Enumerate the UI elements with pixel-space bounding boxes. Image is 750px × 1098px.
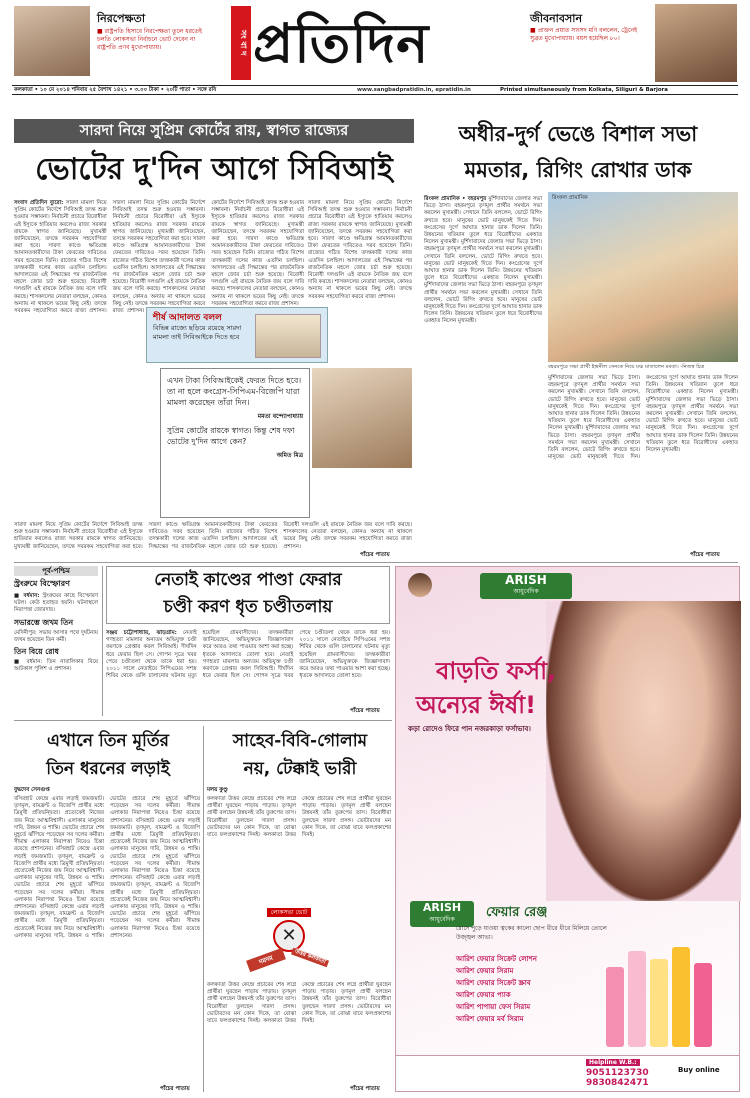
- logo: প্রতিদিন: [253, 11, 430, 75]
- ad-tagline-2: অন্যের ঈর্ষা!: [416, 691, 537, 719]
- ad-product-2: আরিশ ফেয়ার সিক্রেট স্ক্রাব: [456, 979, 531, 987]
- graphic-title: লোকসভা ভোট: [267, 908, 311, 917]
- ad-bottom-brand-sub: আয়ুর্বেদিক: [429, 916, 455, 923]
- mamata-byline: রিংকল প্রামানিক • বহরমপুর: [424, 196, 487, 202]
- mamata-headline-1: অধীর-দুর্গ ভেঙে বিশাল সভা: [458, 122, 698, 146]
- right-feature-text: ■ প্রাক্তন প্রয়াত সাংসদ মণি বললেন, ট্রেনেই সুব্রত মুখোপাধ্যায়। বয়স হয়েছিল ৮০।: [530, 27, 638, 43]
- ad-product-4: আরিশ পাপায়া ফেস সিরাম: [456, 1003, 531, 1011]
- ad-bottom-logo: [410, 901, 474, 927]
- brief-2-text: ■ বর্ধমান: তিন নাবালিকার বিয়ে আটকাল পুলিশ ও প্রশাসন।: [14, 659, 98, 673]
- briefs-title: স্ট্রংরুমে বিস্ফোরণ: [14, 579, 70, 588]
- lead-body-col4-text: সারদা মামলা নিয়ে সুপ্রিম কোর্টের নির্দেশে সিবিআই তদন্ত শুরু হওয়ার সম্ভাবনা। নির্বাচনী প্রচারে বিরোধীরা এই ইস্যুকে হাতিয়ার করলেও রাজ্য সরকার রায়কে স্বাগত জানিয়েছে। মুখ্যমন্ত্রী জানিয়েছেন, তদন্তে সবরকম সহযোগিতা করা হবে। সারদা কাণ্ডে ক্ষতিগ্রস্ত আমানতকারীদের টাকা ফেরতের দাবিতেও সরব হয়েছেন তিনি। রাজ্যের গঠিত বিশেষ তদন্তকারী দলের কাজ এতদিন চলছিল। আদালতের এই সিদ্ধান্তের পর রাজনৈতিক মহলে জোর চর্চা শুরু হয়েছে। বিরোধী দলগুলি এই রায়কে নৈতিক জয় বলে দাবি করছে। শাসকদলের নেতারা বলছেন, কোনও অন্যায় না থাকলে ভয়ের কিছু নেই। তদন্তে সবরকম সহযোগিতা করবে রাজ্য প্রশাসন।: [308, 200, 412, 300]
- obituary-photo: [655, 4, 737, 82]
- divider-briefs: [102, 566, 103, 716]
- left-feature-title: নিরপেক্ষতা: [97, 12, 146, 25]
- netaji-headline-1: নেতাই কাণ্ডের পাণ্ডা ফেরার: [154, 570, 342, 590]
- masthead: [0, 0, 750, 95]
- logo-prefix: সং বা দ: [239, 30, 248, 56]
- bottom-left-text3: বসিরহাট কেন্দ্রে এবার লড়াই জমজমাট। তৃণমূল, বামফ্রন্ট ও বিজেপি প্রার্থীর মধ্যে ত্রিমুখী প্রতিদ্বন্দ্বিতা। প্রত্যেকেই নিজের জয় নিয়ে আত্মবিশ্বাসী। এলাকার মানুষের দাবি, উন্নয়ন ও শান্তি। ভোটের প্রচারে শেষ মুহূর্তে ঝাঁপিয়ে পড়েছেন সব দলের কর্মীরা। সীমান্ত এলাকার নিরাপত্তা নিয়েও চিন্তা রয়েছে প্রশাসনের।: [14, 796, 200, 939]
- dateline: কলকাতা • ১০ মে ২০১৪ শনিবার ২৫ বৈশাখ ১৪২১ • ৩.০০ টাকা • ২০টি পাতা • সঙ্গে রবি: [14, 87, 217, 93]
- lead-body-bottom: [14, 522, 412, 560]
- bottom-left-text4: বসিরহাট কেন্দ্রে এবার লড়াই জমজমাট। তৃণমূল, বামফ্রন্ট ও বিজেপি প্রার্থীর মধ্যে ত্রিমুখী প্রতিদ্বন্দ্বিতা। প্রত্যেকেই নিজের জয় নিয়ে আত্মবিশ্বাসী। এলাকার মানুষের দাবি, উন্নয়ন ও শান্তি। ভোটের প্রচারে শেষ মুহূর্তে ঝাঁপিয়ে পড়েছেন সব দলের কর্মীরা। সীমান্ত এলাকার নিরাপত্তা নিয়েও চিন্তা রয়েছে প্রশাসনের।: [110, 817, 200, 882]
- ad-helpline-label: Helpline W.B.:: [586, 1059, 640, 1066]
- ad-product-list: [456, 953, 586, 1025]
- bottom-left-headline-2: তিন ধরনের লড়াই: [46, 759, 170, 779]
- bottle-3: [650, 959, 668, 1047]
- divider-mid: [14, 562, 738, 563]
- printed-note: Printed simultaneously from Kolkata, Siliguri & Barjora: [500, 87, 668, 93]
- quote2-text: সুপ্রিম কোর্টের রায়কে স্বাগত। কিন্তু শেষ দফা ভোটের দু'দিন আগে কেন?: [167, 426, 295, 446]
- logo-prefix-box: [231, 6, 251, 80]
- netaji-byline: সঞ্জয় চট্টোপাধ্যায়, ঝাড়গ্রাম:: [106, 630, 177, 636]
- court-box-text: বিভিন্ন রাজ্যে ছড়িয়ে রয়েছে সারদা মামলা তাই সিবিআইকে দিতে হবে: [153, 324, 242, 341]
- lead-more[interactable]: পাঁচের পাতায়: [360, 552, 390, 558]
- bottle-4: [672, 947, 690, 1047]
- lead-body-text: সারদা মামলা নিয়ে সুপ্রিম কোর্টের নির্দেশে সিবিআই তদন্ত শুরু হওয়ার সম্ভাবনা। নির্বাচনী প্রচারে বিরোধীরা এই ইস্যুকে হাতিয়ার করলেও রাজ্য সরকার রায়কে স্বাগত জানিয়েছে। মুখ্যমন্ত্রী জানিয়েছেন, তদন্তে সবরকম সহযোগিতা করা হবে। সারদা কাণ্ডে ক্ষতিগ্রস্ত আমানতকারীদের টাকা ফেরতের দাবিতেও সরব হয়েছেন তিনি। রাজ্যের গঠিত বিশেষ তদন্তকারী দলের কাজ এতদিন চলছিল। আদালতের এই সিদ্ধান্তের পর রাজনৈতিক মহলে জোর চর্চা শুরু হয়েছে। বিরোধী দলগুলি এই রায়কে নৈতিক জয় বলে দাবি করছে। শাসকদলের নেতারা বলছেন, কোনও অন্যায় না থাকলে ভয়ের কিছু নেই। তদন্তে সবরকম সহযোগিতা করবে রাজ্য প্রশাসন।: [14, 200, 107, 315]
- mamata-body-bottom-text: মুর্শিদাবাদের জেলার সভা ভিড়ে ঠাসা। বহরমপুরে তৃণমূল প্রার্থীর সমর্থনে সভা করলেন মুখ্যমন্ত্রী। সেখানে তিনি বললেন, ভোটে রিগিং রুখতে হবে। মানুষের ভোট মানুষকেই দিতে দিন। কংগ্রেসের দুর্গে আঘাত হানার ডাক দিলেন তিনি। উন্নয়নের খতিয়ান তুলে ধরে বিরোধীদের একহাত নিলেন মুখ্যমন্ত্রী।: [548, 375, 640, 432]
- graphic-right-label: উত্তর কলকাতা: [291, 948, 329, 968]
- bottom-right-body-top: [207, 796, 391, 906]
- mamata-rally-photo: [548, 192, 738, 362]
- ad-product-bottles: [606, 937, 731, 1047]
- court-box: [146, 307, 328, 363]
- lead-headline: ভোটের দু'দিন আগে সিবিআই: [35, 152, 393, 187]
- netaji-more[interactable]: পাঁচের পাতায়: [350, 708, 380, 714]
- netaji-body: [106, 630, 390, 716]
- ad-model-thumb: [408, 573, 432, 597]
- mamata-body-bottom-text2: মুর্শিদাবাদের জেলার সভা ভিড়ে ঠাসা। বহরমপুরে তৃণমূল প্রার্থীর সমর্থনে সভা করলেন মুখ্যমন্ত্রী। সেখানে তিনি বললেন, ভোটে রিগিং রুখতে হবে। মানুষের ভোট মানুষকেই দিতে দিন। কংগ্রেসের দুর্গে আঘাত হানার ডাক দিলেন তিনি। উন্নয়নের খতিয়ান তুলে ধরে বিরোধীদের একহাত নিলেন মুখ্যমন্ত্রী।: [548, 375, 738, 461]
- president-photo: [14, 6, 90, 76]
- quote-author: মমতা বন্দ্যোপাধ্যায়: [257, 413, 303, 420]
- mamata-body-bottom-text3: মুর্শিদাবাদের জেলার সভা ভিড়ে ঠাসা। বহরমপুরে তৃণমূল প্রার্থীর সমর্থনে সভা করলেন মুখ্যমন্ত্রী। সেখানে তিনি বললেন, ভোটে রিগিং রুখতে হবে। মানুষের ভোট মানুষকেই দিতে দিন। কংগ্রেসের দুর্গে আঘাত হানার ডাক দিলেন তিনি। উন্নয়নের খতিয়ান তুলে ধরে বিরোধীদের একহাত নিলেন মুখ্যমন্ত্রী।: [646, 396, 738, 454]
- ad-bottom-brand: ARISH: [422, 901, 462, 914]
- ad-product-1: আরিশ ফেয়ার সিরাম: [456, 967, 514, 975]
- ad-product-0: আরিশ ফেয়ার সিক্রেট লোশন: [456, 955, 537, 963]
- lead-byline: সংবাদ প্রতিদিন ব্যুরো:: [14, 200, 64, 206]
- brief-0: [14, 593, 98, 615]
- mamata-body-text-cont2: মুর্শিদাবাদের জেলার সভা ভিড়ে ঠাসা। বহরমপুরে তৃণমূল প্রার্থীর সমর্থনে সভা করলেন মুখ্যমন্ত্রী। সেখানে তিনি বললেন, ভোটে রিগিং রুখতে হবে। মানুষের ভোট মানুষকেই দিতে দিন। কংগ্রেসের দুর্গে আঘাত হানার ডাক দিলেন তিনি। উন্নয়নের খতিয়ান তুলে ধরে বিরোধীদের একহাত নিলেন মুখ্যমন্ত্রী।: [424, 282, 542, 325]
- ad-product-5: আরিশ ফেয়ার মর্ব সিরাম: [456, 1015, 524, 1023]
- dateline-bar: [12, 85, 738, 95]
- quote-text: এখন টাকা সিবিআইকেই ফেরত দিতে হবে। তা না হলে কংগ্রেস-সিপিএম-বিজেপি যারা মামলা করেছেন তাঁরা দিন।: [167, 376, 302, 407]
- brief-1-text: মেদিনীপুর: সভায় আসার পথে দুর্ঘটনায় জখম হয়েছেন তিন কর্মী।: [14, 629, 98, 643]
- briefs-section: পূর্ব-পশ্চিম: [14, 566, 98, 576]
- bottom-right-byline: মলয় কুণ্ডু: [207, 787, 228, 793]
- brief-1-label: সভারম্ভে জখম তিন: [14, 617, 74, 627]
- bottom-left-byline: বুদ্ধদেব সেনগুপ্ত: [14, 787, 50, 793]
- ad-range-desc: রোদে পুড়ে যাওয়া ত্বকের কালো ছোপ ধীরে ধীরে মিলিয়ে তোলে উজ্জ্বল আভা।: [456, 925, 607, 941]
- bottom-left-more[interactable]: পাঁচের পাতায়: [160, 1086, 190, 1092]
- arish-advertisement[interactable]: [395, 566, 740, 1092]
- quote-box: [160, 368, 310, 518]
- bottom-right-text3: কলকাতা উত্তর কেন্দ্রে প্রচারের শেষ লগ্নে প্রার্থীরা ঘুরছেন পাড়ায় পাড়ায়। তৃণমূল প্রার্থী বলছেন উন্নয়নই তাঁর তুরুপের তাস। বিরোধীরা তুলছেন সারদা প্রসঙ্গ। ভোটারদের মন কোন দিকে, তা বোঝা যাবে ফলপ্রকাশের দিনই।: [207, 982, 296, 1025]
- loksabha-graphic: [247, 908, 327, 980]
- mamata-body-bottom: [548, 375, 738, 555]
- ad-top-brand: ARISH: [505, 573, 547, 587]
- website[interactable]: www.sangbadpratidin.in, epratidin.in: [357, 87, 471, 93]
- bottom-right-body-bottom: [207, 982, 391, 1086]
- bottom-right-more[interactable]: পাঁচের পাতায়: [350, 1086, 380, 1092]
- bottom-left-body: [14, 796, 200, 1086]
- bottom-right-text: কলকাতা উত্তর কেন্দ্রে প্রচারের শেষ লগ্নে প্রার্থীরা ঘুরছেন পাড়ায় পাড়ায়। তৃণমূল প্রার্থী বলছেন উন্নয়নই তাঁর তুরুপের তাস। বিরোধীরা তুলছেন সারদা প্রসঙ্গ। ভোটারদের মন কোন দিকে, তা বোঝা যাবে ফলপ্রকাশের দিনই।: [207, 796, 296, 839]
- ballot-icon: ✕: [273, 920, 305, 952]
- bottom-left-text: বসিরহাট কেন্দ্রে এবার লড়াই জমজমাট। তৃণমূল, বামফ্রন্ট ও বিজেপি প্রার্থীর মধ্যে ত্রিমুখী প্রতিদ্বন্দ্বিতা। প্রত্যেকেই নিজের জয় নিয়ে আত্মবিশ্বাসী। এলাকার মানুষের দাবি, উন্নয়ন ও শান্তি। ভোটের প্রচারে শেষ মুহূর্তে ঝাঁপিয়ে পড়েছেন সব দলের কর্মীরা। সীমান্ত এলাকার নিরাপত্তা নিয়েও চিন্তা রয়েছে প্রশাসনের।: [14, 796, 104, 853]
- bottle-1: [606, 967, 624, 1047]
- left-feature-text: ■ রাষ্ট্রপতি হিসাবে নিরপেক্ষতা তুলে ধরতেই চলতি লোকসভা নির্বাচনে ভোট দেবেন না রাষ্ট্রপতি প্রণব মুখোপাধ্যায়।: [97, 28, 202, 52]
- court-building-image: [255, 314, 321, 358]
- mamata-body: [424, 196, 542, 532]
- ad-top-brand-sub: আয়ুর্বেদিক: [513, 588, 539, 595]
- mamata-headline-2: মমতার, রিগিং রোখার ডাক: [464, 158, 692, 182]
- divider-lower: [14, 720, 392, 721]
- ad-top-logo: [480, 573, 572, 599]
- lead-body-bottom-text: সারদা মামলা নিয়ে সুপ্রিম কোর্টের নির্দেশে সিবিআই তদন্ত শুরু হওয়ার সম্ভাবনা। নির্বাচনী প্রচারে বিরোধীরা এই ইস্যুকে হাতিয়ার করলেও রাজ্য সরকার রায়কে স্বাগত জানিয়েছে। মুখ্যমন্ত্রী জানিয়েছেন, তদন্তে সবরকম সহযোগিতা করা হবে। সারদা কাণ্ডে ক্ষতিগ্রস্ত আমানতকারীদের টাকা ফেরতের দাবিতেও সরব হয়েছেন তিনি। রাজ্যের গঠিত বিশেষ তদন্তকারী দলের কাজ এতদিন চলছিল। আদালতের এই সিদ্ধান্তের পর রাজনৈতিক মহলে জোর চর্চা শুরু হয়েছে। বিরোধী দলগুলি এই রায়কে নৈতিক জয় বলে দাবি করছে। শাসকদলের নেতারা বলছেন, কোনও অন্যায় না থাকলে ভয়ের কিছু নেই। তদন্তে সবরকম সহযোগিতা করবে রাজ্য প্রশাসন।: [14, 522, 412, 550]
- netaji-headline-box: [106, 566, 390, 624]
- bottom-right-headline-1: সাহেব-বিবি-গোলাম: [232, 731, 368, 751]
- bottom-left-text5: বসিরহাট কেন্দ্রে এবার লড়াই জমজমাট। তৃণমূল, বামফ্রন্ট ও বিজেপি প্রার্থীর মধ্যে ত্রিমুখী প্রতিদ্বন্দ্বিতা। প্রত্যেকেই নিজের জয় নিয়ে আত্মবিশ্বাসী। এলাকার মানুষের দাবি, উন্নয়ন ও শান্তি। ভোটের প্রচারে শেষ মুহূর্তে ঝাঁপিয়ে পড়েছেন সব দলের কর্মীরা। সীমান্ত এলাকার নিরাপত্তা নিয়েও চিন্তা রয়েছে প্রশাসনের।: [110, 875, 200, 939]
- ad-footer: [396, 1055, 739, 1091]
- side-briefs: [14, 566, 98, 716]
- divider-bottom: [203, 726, 204, 1092]
- brief-2-label: তিন বিয়ে রোধ: [14, 647, 59, 657]
- ad-buy-online[interactable]: Buy online: [678, 1066, 720, 1074]
- ad-product-3: আরিশ ফেয়ার প্যাক: [456, 991, 511, 999]
- ad-subline: কড়া রোদেও ফিরে পান নজরকাড়া ফর্সাভাব।: [408, 725, 531, 733]
- netaji-body-text: নেতাই গণহত্যা মামলার অন্যতম অভিযুক্ত চণ্ডী করণকে গ্রেপ্তার করল সিবিআই। দীর্ঘদিন ধরে ফেরার ছিল সে। গোপন সূত্রে খবর পেয়ে চণ্ডীতলা থেকে তাকে ধরা হয়। ২০১১ সালে নেতাইয়ে সিপিএমের সশস্ত্র শিবির থেকে গুলি চালানোর ঘটনায় মৃত্যু হয়েছিল গ্রামবাসীদের। তদন্তকারীরা জানিয়েছেন, অভিযুক্তকে জিজ্ঞাসাবাদ করে আরও তথ্য পাওয়ার আশা করা হচ্ছে। ধৃতকে আদালতে তোলা হবে।: [106, 630, 294, 680]
- photo-credit: রিংকল প্রামানিক: [552, 195, 588, 201]
- mamata-more[interactable]: পাঁচের পাতায়: [690, 552, 720, 558]
- netaji-body-text-cont: নেতাই গণহত্যা মামলার অন্যতম অভিযুক্ত চণ্ডী করণকে গ্রেপ্তার করল সিবিআই। দীর্ঘদিন ধরে ফেরার ছিল সে। গোপন সূত্রে খবর পেয়ে চণ্ডীতলা থেকে তাকে ধরা হয়। ২০১১ সালে নেতাইয়ে সিপিএমের সশস্ত্র শিবির থেকে গুলি চালানোর ঘটনায় মৃত্যু হয়েছিল গ্রামবাসীদের। তদন্তকারীরা জানিয়েছেন, অভিযুক্তকে জিজ্ঞাসাবাদ করে আরও তথ্য পাওয়ার আশা করা হচ্ছে। ধৃতকে আদালতে তোলা হবে।: [202, 630, 390, 680]
- bottom-left-headline-1: এখানে তিন মূর্তির: [46, 731, 170, 751]
- bottle-2: [628, 951, 646, 1047]
- mamata-caption: বহরমপুরে সভা প্রার্থী ইন্দ্রনীল সেনকে নিয়ে মঞ্চ মাতালেন মমতা। -নিজস্ব চিত্র: [548, 364, 705, 370]
- lead-kicker: সারদা নিয়ে সুপ্রিম কোর্টের রায়, স্বাগত রাজ্যের: [14, 119, 414, 143]
- brief-0-label: ■ বর্ধমান:: [14, 593, 40, 599]
- ad-model-image: [546, 601, 741, 901]
- ad-helpline-2[interactable]: 9830842471: [586, 1078, 649, 1088]
- right-feature-title: জীবনাবসান: [530, 12, 583, 25]
- lead-body-text-cont: সারদা মামলা নিয়ে সুপ্রিম কোর্টের নির্দেশে সিবিআই তদন্ত শুরু হওয়ার সম্ভাবনা। নির্বাচনী প্রচারে বিরোধীরা এই ইস্যুকে হাতিয়ার করলেও রাজ্য সরকার রায়কে স্বাগত জানিয়েছে। মুখ্যমন্ত্রী জানিয়েছেন, তদন্তে সবরকম সহযোগিতা করা হবে। সারদা কাণ্ডে ক্ষতিগ্রস্ত আমানতকারীদের টাকা ফেরতের দাবিতেও সরব হয়েছেন তিনি। রাজ্যের গঠিত বিশেষ তদন্তকারী দলের কাজ এতদিন চলছিল। আদালতের এই সিদ্ধান্তের পর রাজনৈতিক মহলে জোর চর্চা শুরু হয়েছে। বিরোধী দলগুলি এই রায়কে নৈতিক জয় বলে দাবি করছে। শাসকদলের নেতারা বলছেন, কোনও অন্যায় না থাকলে ভয়ের কিছু নেই। তদন্তে সবরকম সহযোগিতা করবে রাজ্য প্রশাসন।: [112, 200, 206, 315]
- mamata-quote-photo: [312, 368, 412, 468]
- brief-0-text: স্ট্রংরুমের কাছে বিস্ফোরণ ঘটল। কেউ হতাহত হয়নি। ঘটনাস্থলে নিরাপত্তা জোরদার।: [14, 593, 99, 614]
- bottom-right-headline-2: নয়, টেক্কাই ভারী: [243, 759, 357, 779]
- bottom-right-text2: কলকাতা উত্তর কেন্দ্রে প্রচারের শেষ লগ্নে প্রার্থীরা ঘুরছেন পাড়ায় পাড়ায়। তৃণমূল প্রার্থী বলছেন উন্নয়নই তাঁর তুরুপের তাস। বিরোধীরা তুলছেন সারদা প্রসঙ্গ। ভোটারদের মন কোন দিকে, তা বোঝা যাবে ফলপ্রকাশের দিনই।: [263, 796, 391, 839]
- ad-helpline-1[interactable]: 9051123730: [586, 1068, 649, 1078]
- mamata-body-text: মুর্শিদাবাদের জেলার সভা ভিড়ে ঠাসা। বহরমপুরে তৃণমূল প্রার্থীর সমর্থনে সভা করলেন মুখ্যমন্ত্রী। সেখানে তিনি বললেন, ভোটে রিগিং রুখতে হবে। মানুষের ভোট মানুষকেই দিতে দিন। কংগ্রেসের দুর্গে আঘাত হানার ডাক দিলেন তিনি। উন্নয়নের খতিয়ান তুলে ধরে বিরোধীদের একহাত নিলেন মুখ্যমন্ত্রী।: [424, 196, 542, 246]
- lead-body-text-cont2: কোর্টের নির্দেশে সিবিআই তদন্ত শুরু হওয়ার সম্ভাবনা। নির্বাচনী প্রচারে বিরোধীরা এই ইস্যুকে হাতিয়ার করলেও রাজ্য সরকার রায়কে স্বাগত জানিয়েছে। মুখ্যমন্ত্রী জানিয়েছেন, তদন্তে সবরকম সহযোগিতা করা হবে। সারদা কাণ্ডে ক্ষতিগ্রস্ত আমানতকারীদের টাকা ফেরতের দাবিতেও সরব হয়েছেন তিনি। রাজ্যের গঠিত বিশেষ তদন্তকারী দলের কাজ এতদিন চলছিল। আদালতের এই সিদ্ধান্তের পর রাজনৈতিক মহলে জোর চর্চা শুরু হয়েছে। বিরোধী দলগুলি এই রায়কে নৈতিক জয় বলে দাবি করছে। শাসকদলের নেতারা বলছেন, কোনও অন্যায় না থাকলে ভয়ের কিছু নেই। তদন্তে সবরকম সহযোগিতা করবে রাজ্য প্রশাসন।: [211, 200, 304, 307]
- court-box-title: শীর্ষ আদালত বলল: [153, 313, 222, 323]
- lead-body-col4: [308, 200, 412, 300]
- ad-range-title: ফেয়ার রেঞ্জ: [486, 905, 548, 920]
- quote2-author: অমিত মিত্র: [276, 452, 303, 459]
- mamata-body-text-cont: মুর্শিদাবাদের জেলার সভা ভিড়ে ঠাসা। বহরমপুরে তৃণমূল প্রার্থীর সমর্থনে সভা করলেন মুখ্যমন্ত্রী। সেখানে তিনি বললেন, ভোটে রিগিং রুখতে হবে। মানুষের ভোট মানুষকেই দিতে দিন। কংগ্রেসের দুর্গে আঘাত হানার ডাক দিলেন তিনি। উন্নয়নের খতিয়ান তুলে ধরে বিরোধীদের একহাত নিলেন মুখ্যমন্ত্রী।: [424, 239, 542, 282]
- ad-tagline-1: বাড়তি ফর্সা,: [436, 657, 557, 685]
- graphic-left-label: দমদম: [246, 948, 286, 972]
- netaji-headline-2: চণ্ডী করণ ধৃত চণ্ডীতলায়: [163, 597, 333, 617]
- bottom-right-text4: কলকাতা উত্তর কেন্দ্রে প্রচারের শেষ লগ্নে প্রার্থীরা ঘুরছেন পাড়ায় পাড়ায়। তৃণমূল প্রার্থী বলছেন উন্নয়নই তাঁর তুরুপের তাস। বিরোধীরা তুলছেন সারদা প্রসঙ্গ। ভোটারদের মন কোন দিকে, তা বোঝা যাবে ফলপ্রকাশের দিনই।: [263, 982, 391, 1025]
- bottle-5: [694, 963, 712, 1047]
- bottom-left-text2: বসিরহাট কেন্দ্রে এবার লড়াই জমজমাট। তৃণমূল, বামফ্রন্ট ও বিজেপি প্রার্থীর মধ্যে ত্রিমুখী প্রতিদ্বন্দ্বিতা। প্রত্যেকেই নিজের জয় নিয়ে আত্মবিশ্বাসী। এলাকার মানুষের দাবি, উন্নয়ন ও শান্তি। ভোটের প্রচারে শেষ মুহূর্তে ঝাঁপিয়ে পড়েছেন সব দলের কর্মীরা। সীমান্ত এলাকার নিরাপত্তা নিয়েও চিন্তা রয়েছে প্রশাসনের।: [14, 846, 104, 911]
